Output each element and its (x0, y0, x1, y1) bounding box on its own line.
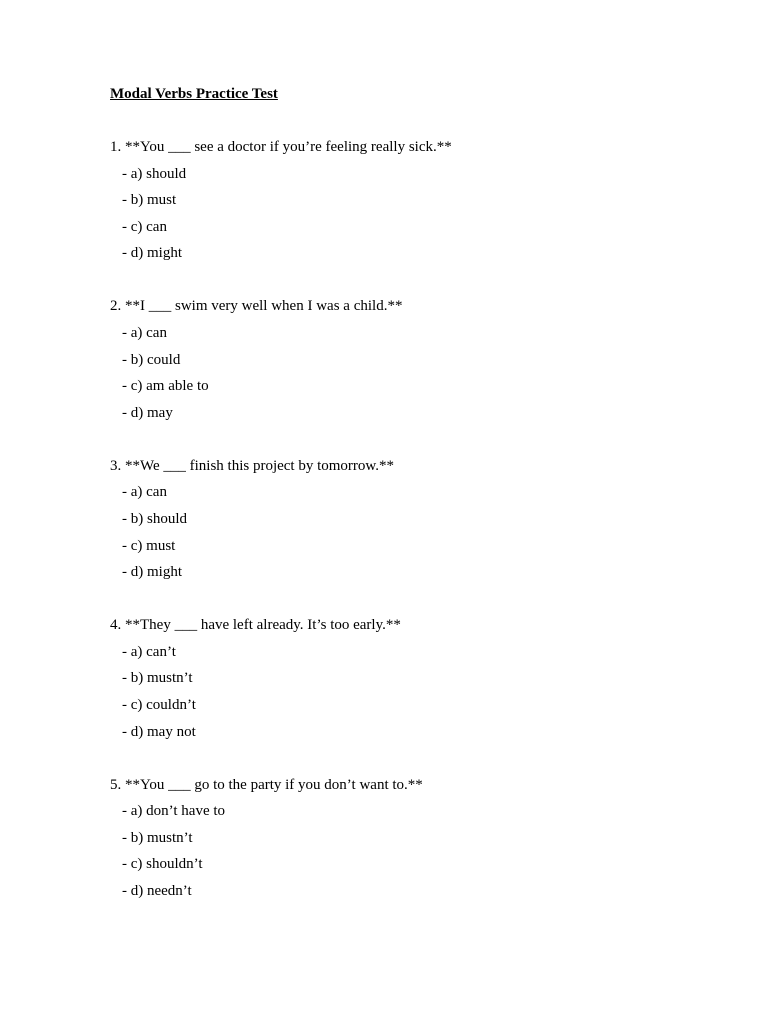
option-d: - d) might (122, 564, 182, 581)
option-b: - b) must (122, 192, 177, 209)
question-1 (110, 137, 710, 263)
question-5 (110, 775, 710, 901)
document-title: Modal Verbs Practice Test (110, 86, 278, 102)
option-d: - d) might (122, 245, 182, 262)
option-a: - a) should (122, 165, 187, 182)
option-c: - c) shouldn’t (122, 856, 203, 873)
option-c: - c) must (122, 537, 176, 554)
option-b: - b) mustn’t (122, 829, 193, 846)
option-b: - b) mustn’t (122, 670, 193, 687)
option-b: - b) should (122, 510, 187, 527)
option-d: - d) may not (122, 723, 196, 740)
question-text: 3. **We ___ finish this project by tomorrow.** (110, 457, 395, 474)
option-d: - d) needn’t (122, 882, 192, 899)
option-c: - c) am able to (122, 378, 209, 395)
document-page (110, 84, 710, 901)
option-a: - a) can (122, 484, 167, 501)
question-4 (110, 615, 710, 741)
question-text: 5. **You ___ go to the party if you don’t want to.** (110, 776, 423, 793)
option-a: - a) can (122, 324, 167, 341)
option-a: - a) can’t (122, 643, 176, 660)
question-3 (110, 456, 710, 582)
question-text: 2. **I ___ swim very well when I was a child.** (110, 298, 403, 315)
option-d: - d) may (122, 404, 173, 421)
option-a: - a) don’t have to (122, 803, 226, 820)
question-text: 4. **They ___ have left already. It’s too early.** (110, 617, 401, 634)
option-c: - c) couldn’t (122, 696, 196, 713)
option-c: - c) can (122, 218, 167, 235)
option-b: - b) could (122, 351, 181, 368)
question-text: 1. **You ___ see a doctor if you’re feeling really sick.** (110, 139, 452, 155)
question-2 (110, 296, 710, 422)
